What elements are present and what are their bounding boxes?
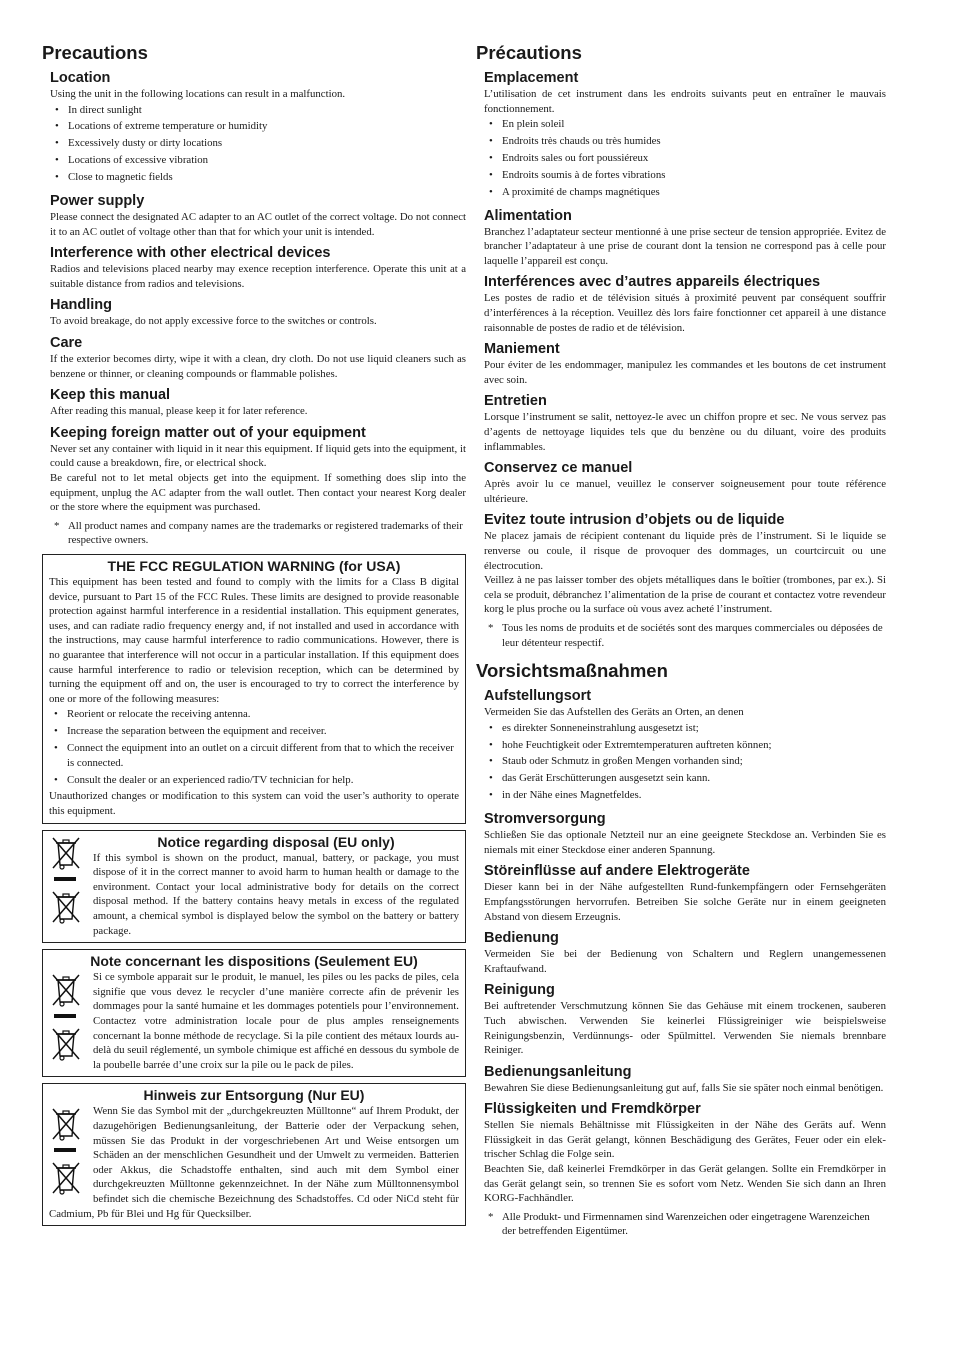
handling-heading: Handling bbox=[50, 297, 113, 314]
list-item: • Reorient or relocate the receiving antenna. bbox=[49, 707, 459, 724]
list-item: • Endroits sales ou fort poussiéreux bbox=[484, 151, 886, 168]
manual-text: Bewahren Sie diese Bedienungsanleitung gut auf, falls Sie sie später noch einmal benötigen. bbox=[484, 1081, 884, 1094]
interference-heading: Störeinflüsse auf andere Elektrogeräte bbox=[484, 863, 750, 880]
trademark-note: * All product names and company names are the trademarks or registered trademarks of their respective owners. bbox=[50, 519, 466, 548]
location-text: L’utilisation de cet instrument dans les endroits suivants peut en entraîner le mauvais fonctionnement. bbox=[484, 88, 886, 115]
list-item: • In direct sunlight bbox=[50, 103, 466, 120]
power-heading: Stromversorgung bbox=[484, 811, 606, 828]
location-heading: Aufstellungsort bbox=[484, 688, 592, 705]
list-item: • das Gerät Erschütterungen ausgesetzt sein kann. bbox=[484, 771, 886, 788]
manual-heading: Keep this manual bbox=[50, 387, 171, 404]
care-text: If the exterior becomes dirty, wipe it with a clean, dry cloth. Do not use liquid cleaners such as benzene or thinner, or cleaning compounds or flammable polishes. bbox=[50, 353, 466, 380]
disposal-heading-de: Hinweis zur Entsorgung (Nur EU) bbox=[143, 1087, 365, 1104]
handling-text: To avoid breakage, do not apply excessive force to the switches or controls. bbox=[50, 315, 377, 328]
foreign-text-2: Beachten Sie, daß keinerlei Fremdkörper in das Gerät gelangen. Sollte ein Fremdkörper in das Gerät gelangt sein, so trennen Sie es sofort vom Netz. Wenden Sie sich dann an Ihren KORG-Fachhändler. bbox=[484, 1163, 886, 1205]
list-item: • En plein soleil bbox=[484, 117, 886, 134]
location-list bbox=[50, 103, 466, 187]
location-list bbox=[484, 117, 886, 201]
precautions-title-en: Precautions bbox=[42, 42, 148, 63]
crossed-bin-icon-group bbox=[49, 972, 83, 1062]
care-text: Bei auftretender Verschmutzung können Sie das Gehäuse mit einem trockenen, sauberen Tuch abwischen. Verwenden Sie keinerlei Flüssigreiniger wie beispielsweise Reinigungsbenzin, Verdünnungs- oder Spülmittel. Verwenden Sie niemals brennbare Reiniger. bbox=[484, 1000, 886, 1057]
fcc-footer: Unauthorized changes or modification to this system can void the user’s authority to operate this equipment. bbox=[49, 790, 459, 818]
care-text: Lorsque l’instrument se salit, nettoyez-le avec un chiffon propre et sec. Ne vous servez pas d’agents de nettoyage liquides tels que du benzène ou du diluant, voire des produits inflammables. bbox=[484, 411, 886, 453]
list-item: • Consult the dealer or an experienced radio/TV technician for help. bbox=[49, 773, 459, 790]
manual-heading: Conservez ce manuel bbox=[484, 460, 633, 477]
disposal-text-en: If this symbol is shown on the product, manual, battery, or package, you must dispose of it in the correct manner to avoid harm to human health or damage to the environment. Contact your local administrative body for details on the correct disposal method. If the battery contains heavy metals in excess of the regulated amount, a chemical symbol is displayed below the symbol on the battery or battery package. bbox=[93, 851, 459, 937]
disposal-text-de: Wenn Sie das Symbol mit der „durchgekreuzten Mülltonne“ auf Ihrem Produkt, der dazugehörigen Bedienungsanleitung, der Batterie oder der Verpackung sehen, müssen Sie das Produkt in der vorgeschriebenen Art und Weise entsorgen um Schäden an der menschlichen Gesundheit und der Umwelt zu vermeiden. Batterien oder Akkus, die Schadstoffe enthalten, sind auch mit dem Symbol einer durchgekreuzten Mülltonne gekennzeichnet. In der Nähe zum Mülltonnensymbol befindet sich die chemische Bezeichnung des Schadstoffes. Cd oder NiCd steht für Cadmium, Pb für Blei und Hg für Quecksilber. bbox=[49, 1105, 459, 1220]
location-list bbox=[484, 721, 886, 805]
trademark-note: * Alle Produkt- und Firmennamen sind Warenzeichen oder eingetragene Warenzeichen der betreffenden Eigentümer. bbox=[484, 1210, 886, 1239]
foreign-text-2: Be careful not to let metal objects get into the equipment. If something does slip into the equipment, unplug the AC adapter from the wall outlet. Then contact your nearest Korg dealer or the store where the equipment was purchased. bbox=[50, 471, 466, 514]
interference-text: Radios and televisions placed nearby may exence reception interference. Operate this unit at a suitable distance from radios and televisions. bbox=[50, 263, 466, 290]
foreign-heading: Evitez toute intrusion d’objets ou de liquide bbox=[484, 512, 785, 529]
list-item: • Increase the separation between the equipment and receiver. bbox=[49, 724, 459, 741]
list-item: • A proximité de champs magnétiques bbox=[484, 185, 886, 202]
list-item: • Locations of excessive vibration bbox=[50, 153, 466, 170]
power-text: Schließen Sie das optionale Netzteil nur an eine geeignete Steckdose an. Verbinden Sie es niemals mit einer Steckdose einer anderen Spannung. bbox=[484, 829, 886, 856]
location-heading: Location bbox=[50, 70, 111, 86]
disposal-box-fr bbox=[42, 949, 466, 1077]
crossed-bin-icon-group bbox=[49, 1106, 83, 1196]
precautions-title-fr: Précautions bbox=[476, 42, 582, 63]
trademark-note: * Tous les noms de produits et de sociétés sont des marques commerciales ou déposées de leur détenteur respectif. bbox=[484, 621, 886, 650]
foreign-text-1: Ne placez jamais de récipient contenant du liquide près de l’instrument. Si le liquide se renverse ou coule, il risque de provoquer des dommages, un courtcircuit ou une électrocution. bbox=[484, 530, 886, 572]
crossed-out-wheelie-bin-icon bbox=[49, 972, 83, 1008]
location-heading: Emplacement bbox=[484, 70, 579, 86]
crossed-bin-icon-group bbox=[49, 835, 83, 925]
disposal-heading-en: Notice regarding disposal (EU only) bbox=[157, 833, 395, 850]
list-item: • Excessively dusty or dirty locations bbox=[50, 136, 466, 153]
manual-text: After reading this manual, please keep it for later reference. bbox=[50, 405, 308, 418]
interference-heading: Interference with other electrical devices bbox=[50, 245, 331, 262]
manual-heading: Bedienungsanleitung bbox=[484, 1063, 632, 1080]
foreign-heading: Flüssigkeiten und Fremdkörper bbox=[484, 1101, 701, 1118]
disposal-box-de bbox=[42, 1083, 466, 1226]
left-column bbox=[42, 40, 466, 1226]
foreign-heading: Keeping foreign matter out of your equipment bbox=[50, 424, 366, 441]
handling-heading: Bedienung bbox=[484, 930, 559, 947]
fcc-measures-list bbox=[49, 707, 459, 789]
interference-text: Dieser kann bei in der Nähe aufgestellten Rund-funkempfängern oder Fernsehgeräten Empfangsstörungen hervorrufen. Betreiben Sie solche Geräte nur in einem geeigneten Abstand von diesem Erzeugnis. bbox=[484, 881, 886, 923]
power-heading: Alimentation bbox=[484, 207, 572, 224]
handling-text: Vermeiden Sie bei der Bedienung von Schaltern und Reglern unangemessenen Kraftaufwand. bbox=[484, 948, 886, 975]
bin-bar-icon bbox=[54, 1148, 76, 1152]
disposal-text-fr: Si ce symbole apparait sur le produit, le manuel, les piles ou les packs de piles, cela signifie que vous devez le recycler d’une manière correcte afin de prévenir les dommages pour la santé humaine et les dommages potentiels pour l’environnement. Contactez votre administration locale pour de plus amples renseignements concernant la bonne méthode de recyclage. Si la pile contient des métaux lourds au-delà du seuil réglementé, un symbole chimique est affiché en dessous du symbole de la poubelle barrée d’une croix sur la pile ou le pack de piles. bbox=[93, 971, 459, 1071]
bin-bar-icon bbox=[54, 877, 76, 881]
interference-text: Les postes de radio et de télévision situés à proximité peuvent par conséquent souffrir d’interférences à la réception. Veuillez dès lors faire fonctionner cet appareil à une distance raisonnable de postes de radio et de télévision. bbox=[484, 292, 886, 334]
location-text: Vermeiden Sie das Aufstellen des Geräts an Orten, an denen bbox=[484, 706, 744, 719]
handling-text: Pour éviter de les endommager, manipulez les commandes et les boutons de cet instrument avec soin. bbox=[484, 359, 886, 386]
list-item: • Staub oder Schmutz in großen Mengen vorhanden sind; bbox=[484, 754, 886, 771]
location-text: Using the unit in the following locations can result in a malfunction. bbox=[50, 88, 346, 100]
power-heading: Power supply bbox=[50, 193, 145, 210]
fcc-text: This equipment has been tested and found to comply with the limits for a Class B digital device, pursuant to Part 15 of the FCC Rules. These limits are designed to provide reasonable protection against harmful interference in a residential installation. This equipment generates, uses, and can radiate radio frequency energy and, if not installed and used in accordance with the instructions, may cause harmful interference to radio communications. However, there is no guarantee that interference will not occur in a particular installation. If this equipment does cause harmful interference to radio or television reception, which can be determined by turning the equipment off and on, the user is encouraged to try to correct the interference by one or more of the following measures: bbox=[49, 575, 459, 705]
list-item: • Endroits très chauds ou très humides bbox=[484, 134, 886, 151]
care-heading: Care bbox=[50, 335, 83, 352]
foreign-text-2: Veillez à ne pas laisser tomber des objets métalliques dans le boîtier (trombones, par ex.). Si cela se produit, débranchez l’alimentation de la prise de courant et contactez votre revendeur korg le plus proche ou la surface où vous avez acheté l’instrument. bbox=[484, 574, 886, 616]
list-item: • es direkter Sonneneinstrahlung ausgesetzt ist; bbox=[484, 721, 886, 738]
list-item: • hohe Feuchtigkeit oder Extremtemperaturen auftreten können; bbox=[484, 738, 886, 755]
crossed-out-wheelie-bin-icon bbox=[49, 1026, 83, 1062]
fcc-warning-box bbox=[42, 554, 466, 824]
precautions-title-de: Vorsichtsmaßnahmen bbox=[476, 660, 668, 682]
list-item: • in der Nähe eines Magnetfeldes. bbox=[484, 788, 886, 805]
interference-heading: Interférences avec d’autres appareils électriques bbox=[484, 274, 821, 291]
foreign-text-1: Never set any container with liquid in it near this equipment. If liquid gets into the equipment, it could cause a breakdown, fire, or electrical shock. bbox=[50, 442, 466, 470]
list-item: • Connect the equipment into an outlet on a circuit different from that to which the receiver is connected. bbox=[49, 741, 459, 772]
care-heading: Reinigung bbox=[484, 982, 555, 999]
power-text: Branchez l’adaptateur secteur mentionné à une prise secteur de tension appropriée. Evitez de brancher l’adaptateur à une prise de courant dont la tension ne correspond pas à celle pour laquelle l’appareil est conçu. bbox=[484, 225, 886, 267]
disposal-heading-fr: Note concernant les dispositions (Seulement EU) bbox=[90, 953, 418, 970]
crossed-out-wheelie-bin-icon bbox=[49, 889, 83, 925]
right-column bbox=[476, 40, 886, 1239]
list-item: • Endroits soumis à de fortes vibrations bbox=[484, 168, 886, 185]
crossed-out-wheelie-bin-icon bbox=[49, 1106, 83, 1142]
care-heading: Entretien bbox=[484, 393, 547, 410]
foreign-text-1: Stellen Sie niemals Behältnisse mit Flüssigkeiten in der Nähe des Geräts auf. Wenn Flüssigkeit in das Gerät gelangt, können Beschädigung des Gerätes, Feuer oder ein elek-trischer Schlag die Folge sein. bbox=[484, 1119, 886, 1161]
fcc-heading: THE FCC REGULATION WARNING (for USA) bbox=[107, 557, 401, 574]
handling-heading: Maniement bbox=[484, 341, 560, 358]
manual-text: Après avoir lu ce manuel, veuillez le conserver soigneusement pour toute référence ultérieure. bbox=[484, 478, 886, 505]
crossed-out-wheelie-bin-icon bbox=[49, 1160, 83, 1196]
list-item: • Locations of extreme temperature or humidity bbox=[50, 119, 466, 136]
list-item: • Close to magnetic fields bbox=[50, 170, 466, 187]
crossed-out-wheelie-bin-icon bbox=[49, 835, 83, 871]
power-text: Please connect the designated AC adapter to an AC outlet of the correct voltage. Do not connect it to an AC outlet of voltage other than that for which your unit is intended. bbox=[50, 211, 466, 238]
disposal-box-en bbox=[42, 830, 466, 944]
bin-bar-icon bbox=[54, 1014, 76, 1018]
